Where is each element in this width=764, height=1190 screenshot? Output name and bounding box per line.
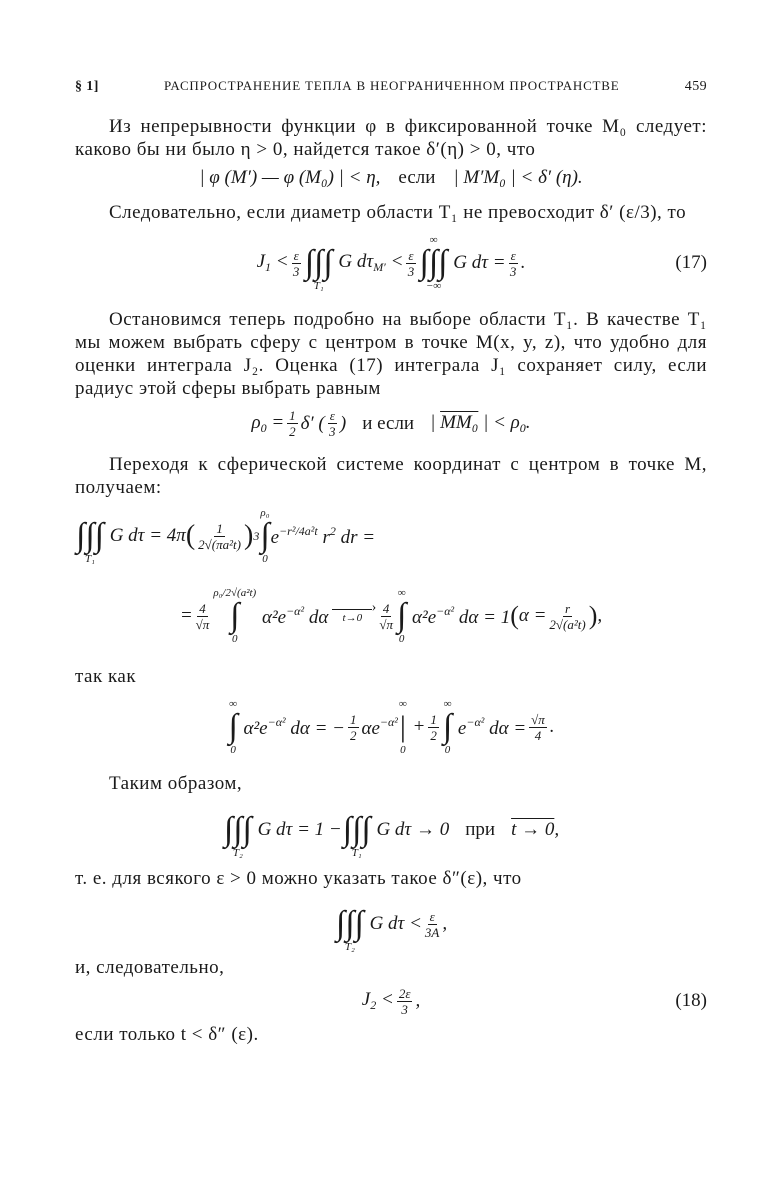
continuity-inequality <box>75 167 707 189</box>
paragraph-continuity: Из непрерывности функции φ в фиксированной точке M₀ следует: каково бы ни было η > 0, найдется такое δ′(η) > 0, что <box>75 116 707 160</box>
equation-number-17: (17) <box>675 252 707 273</box>
paragraph-thus: Таким образом, <box>109 773 243 794</box>
paragraph-every-epsilon: т. е. для всякого ε > 0 можно указать такое δ″(ε), что <box>75 868 522 889</box>
gaussian-integral: ∞ ∫ 0 $\alpha^2e^{-\alpha^2}$ dα = − $\frac{1}{2}$ $\alpha e^{-\alpha^2}$ ∞ | 0 + $\frac{1}{2}$ ∞ ∫ 0 $e^{-\alpha^2}$ dα = $\frac{√\pi}{4}$ . <box>228 698 555 756</box>
t2-bound: ∫∫∫ T₂ G dτ < $\frac{\varepsilon}{3A}$ , <box>335 905 448 953</box>
paragraph-sphere-choice: Остановимся теперь подробно на выборе области T₁. В качестве T₁ мы можем выбрать сферу с центром в точке M(x, y, z), что удобно для оценки интеграла J₂. Оценка (17) интеграла J₁ сохраняет силу, если радиус этой сферы выбрать равным <box>75 309 707 399</box>
radius-definition: $\rho_0$ = $\frac{1}{2}$ δ′ ( $\frac{\varepsilon}{3}$ ) и если | MM₀ | < $\rho_0$. <box>251 408 531 439</box>
page-number: 459 <box>684 79 707 94</box>
paragraph-since: так как <box>75 666 137 687</box>
continuity-right: | M′M₀ | < δ′ (η). <box>453 167 583 188</box>
radius-word-if: и если <box>362 412 415 434</box>
spherical-integral-line1: ∫∫∫ T₁ G dτ = 4π ( $\frac{1}{\text{2√(πa²t)}}$ ) 3 ρ₀ ∫ 0 $e^{-r^2/4a^2t}$ $r^2$ dr = <box>76 507 376 565</box>
continuity-word-if: если <box>398 167 436 188</box>
complement-word-when: при <box>465 819 496 840</box>
equation-17: $J_1$ < $\frac{\varepsilon}{3}$ ∫∫∫ T₁ G $d\tau_{M'}$ < $\frac{\varepsilon}{3}$ ∞ ∫∫∫ −∞ G dτ = $\frac{\varepsilon}{3}$ . (17) <box>256 234 707 292</box>
paragraph-if-only: если только t < δ″ (ε). <box>75 1024 259 1045</box>
paragraph-diameter: Следовательно, если диаметр области T₁ не превосходит δ′ (ε/3), то <box>109 202 687 223</box>
continuity-left: | φ (M′) — φ (M₀) | < η, <box>199 167 381 188</box>
chapter-title: РАСПРОСТРАНЕНИЕ ТЕПЛА В НЕОГРАНИЧЕННОМ ПРОСТРАНСТВЕ <box>164 78 620 93</box>
paragraph-spherical: Переходя к сферической системе координат с центром в точке M, получаем: <box>75 454 707 498</box>
equation-number-18: (18) <box>675 990 707 1011</box>
paragraph-consequently: и, следовательно, <box>75 957 225 978</box>
complement-integral: ∫∫∫ T₂ G dτ = 1 − ∫∫∫ T₁ G dτ → 0 при t → 0, <box>223 811 560 859</box>
section-marker: § 1] <box>75 79 99 94</box>
equation-18: $J_2$ < $\frac{2\varepsilon}{3}$ , (18) <box>361 985 707 1017</box>
running-header <box>75 78 707 95</box>
book-page <box>75 78 707 1046</box>
spherical-integral-line2: = $\frac{4}{√\pi}$ ρ₀/2√(a²t) ∫ 0 $\alpha^2e^{-\alpha^2}$ dα › t→0 $\frac{4}{√\pi}$ ∞ ∫ 0 $\alpha^2e^{-\alpha^2}$ dα = 1 ( α = $\frac{r}{\text{2√(a²t)}}$ ) , <box>75 573 707 659</box>
